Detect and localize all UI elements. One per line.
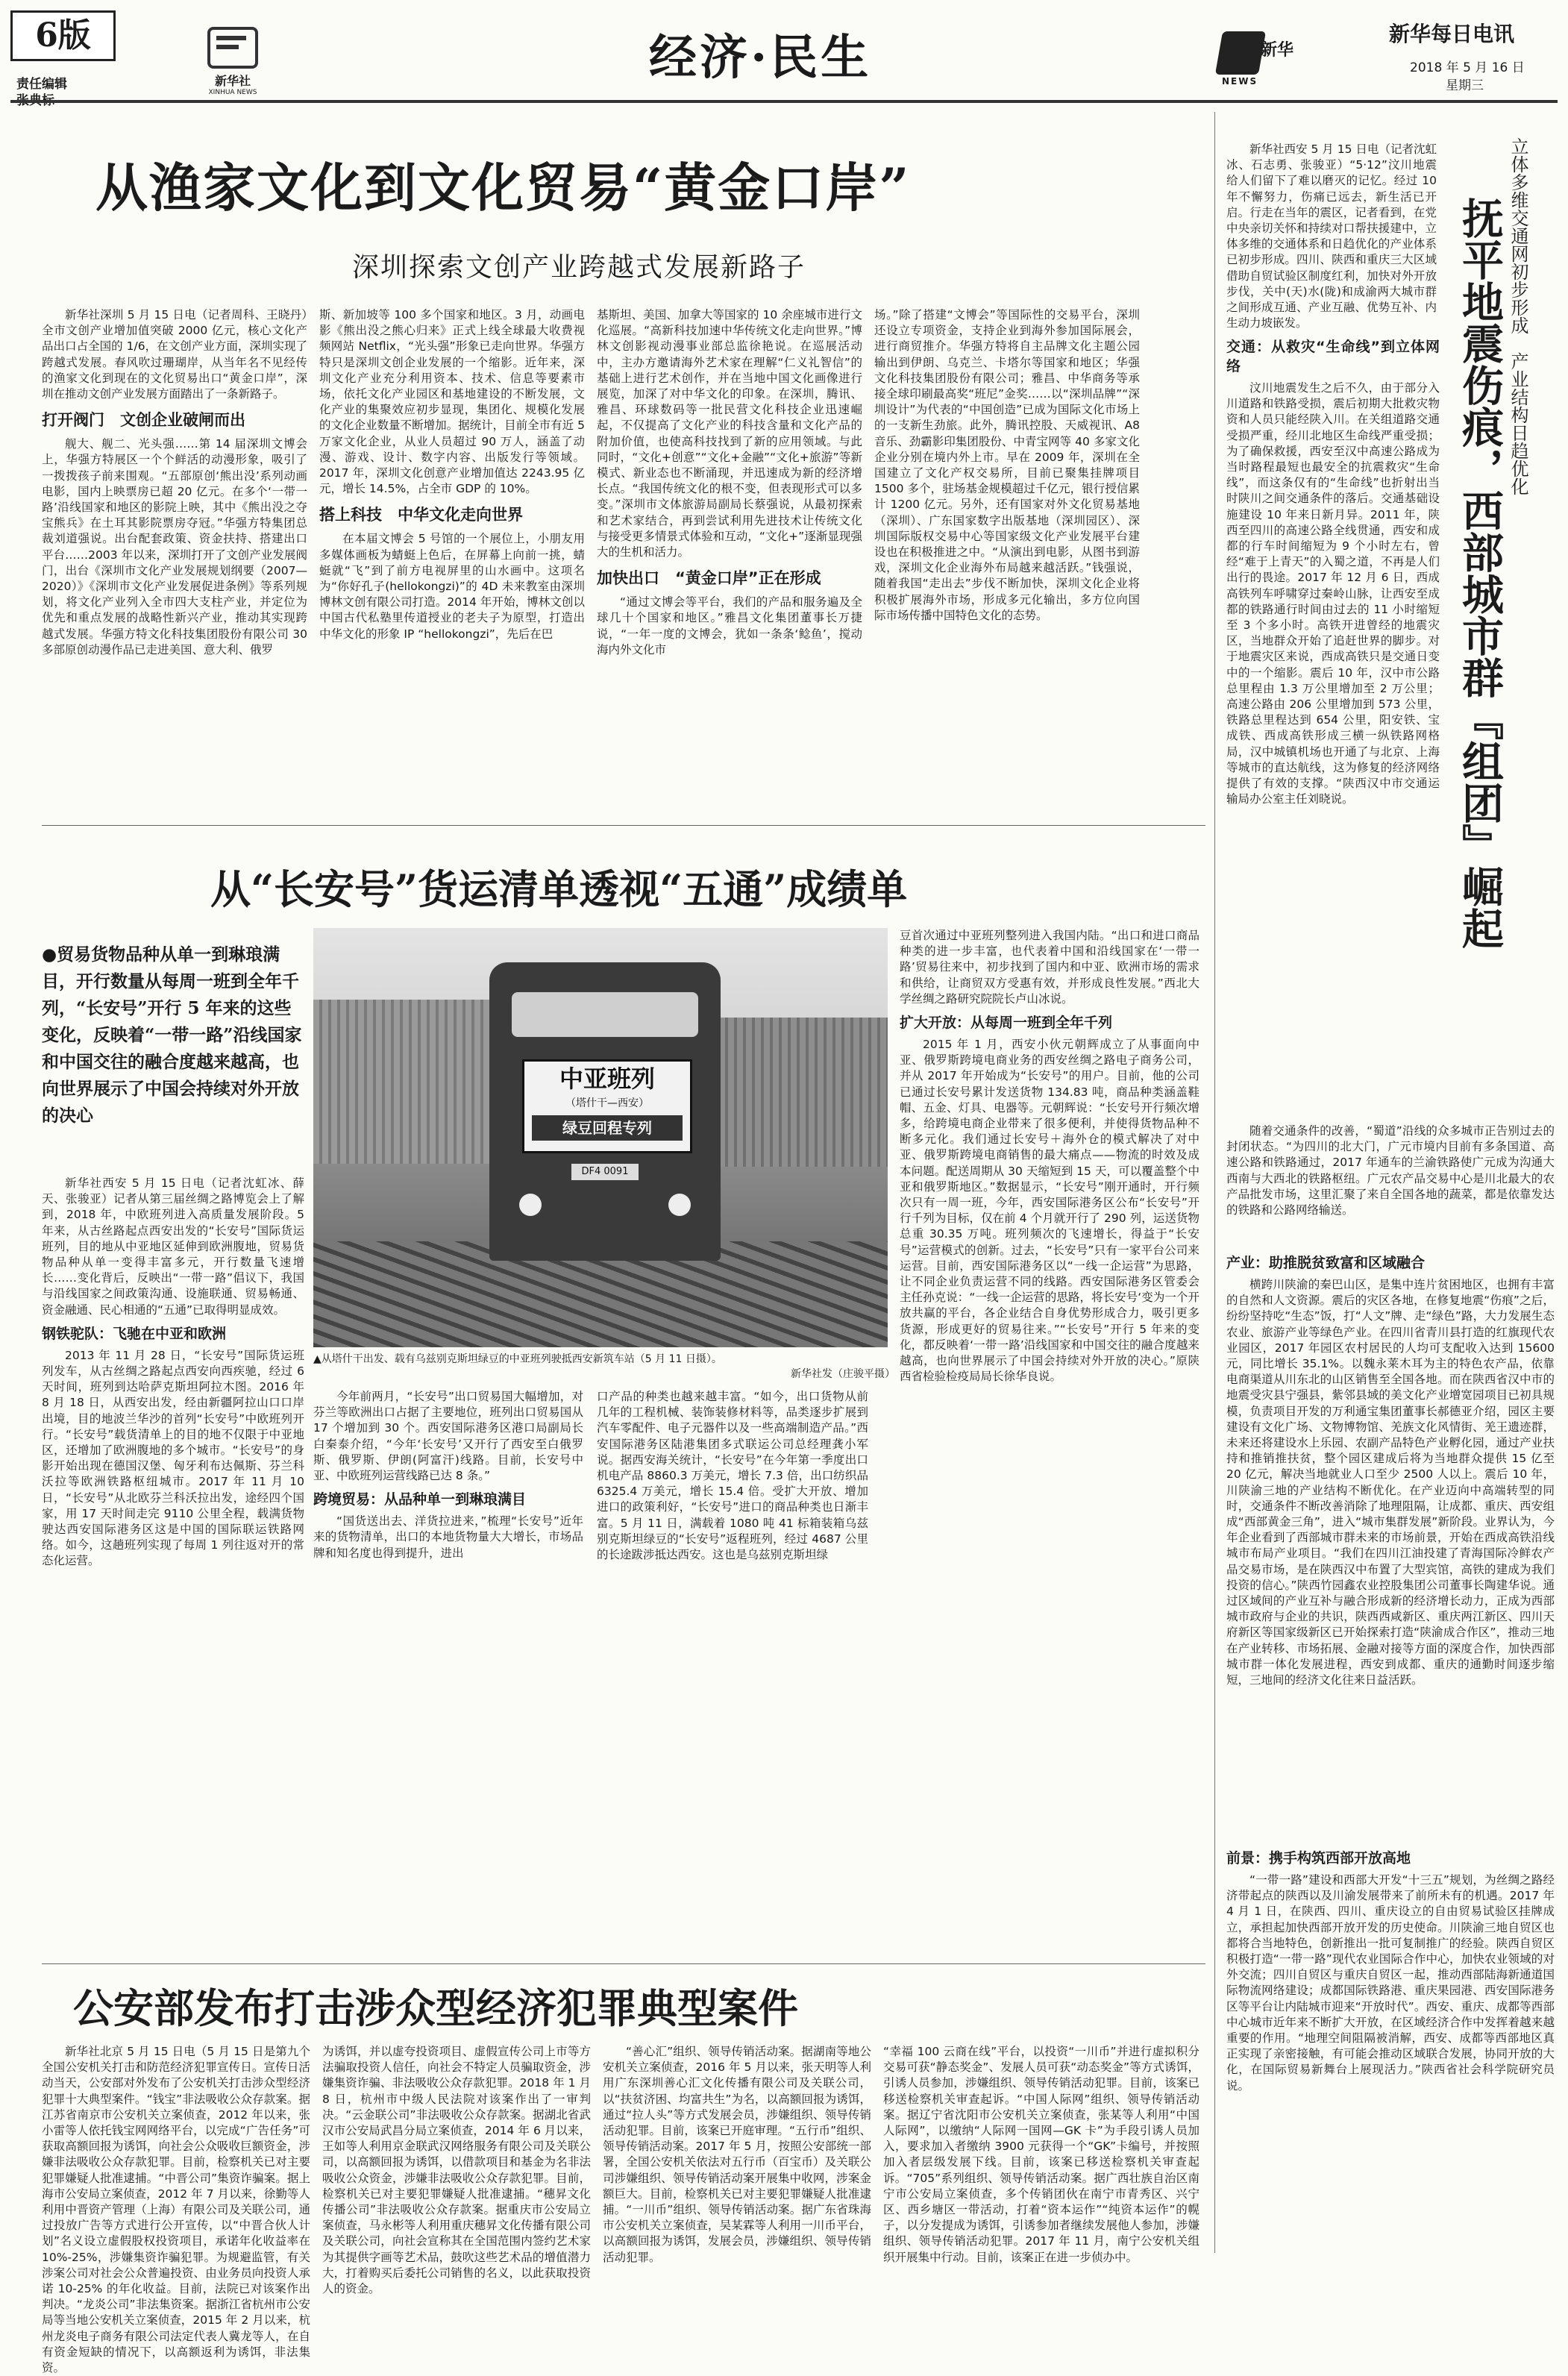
story3-col-3 [603,2044,871,2264]
story2-subhead-2: 跨境贸易：从品种单一到琳琅满目 [313,1491,527,1508]
locomotive-plate: DF4 0091 [571,1164,639,1180]
story2-col4-para-b: 2015 年 1 月，西安小伙元朝辉成立了从事面向中亚、俄罗斯跨境电商业务的西安丝绸之路电子商务公司，并从 2017 年开始成为“长安号”的用户。目前，他的公司已通过长安号累计发送货物 134.83 吨，商品种类涵盖鞋帽、五金、灯具、电器等。元朝辉说：“长安号开行频次增多，给跨境电商企业带来了很多便利，并使得货物品种不断多元化。我们通过长安号＋海外仓的模式解决了对中亚、俄罗斯跨境电商销售的最大痛点——物流的时效及成本问题。配送周期从 30 天缩短到 15 天，可以覆盖整个中亚和俄罗斯地区。”数据显示，“长安号”刚开通时，开行频次只有一周一班，今年，西安国际港务区公布“长安号”开行千列为目标，仅在前 4 个月就开行了 290 列，运送货物总重 30.35 万吨。班列频次的飞速增长，得益于“长安号”运营模式的创新。过去，“长安号”只有一家平台公司来运营。目前，西安国际港务区以“一线一企运营”为思路，让不同企业负责运营不同的线路。西安国际港务区管委会主任孙克说：“一线一企运营的思路，将长安号‘变为一个开放共赢的平台，各企业结合自身优势形成合力，吸引更多货源，形成更好的贸易往来。”“长安号”开行 5 年来的变化，都反映着‘一带一路’沿线国家和中国交往的融合度越来越高，也向世界展示了中国会持续对外开放的决心。”原陕西省检验检疫局局长徐华良说。 [900,1038,1199,1384]
story2-col1-para-b: 2013 年 11 月 28 日，“长安号”国际货运班列发车，从古丝绸之路起点西安向西疾驰，经过 6 天时间，班列到达哈萨克斯坦阿拉木图。2016 年 8 月 18 日，从西安出发，经由新疆阿拉山口口岸出境，目的地波兰华沙的首列“长安号”中欧班列开行。“长安号”载货清单上的目的地不仅限于中亚地区，还增加了欧洲腹地的多个城市。“长安号”的身影开始出现在德国汉堡、匈牙利布达佩斯、芬兰科沃拉等欧洲铁路枢纽城市。2017 年 11 月 10 日，“长安号”从北欧芬兰科沃拉出发，途经四个国家，用 17 天时间走完 9110 公里全程，载满货物驶达西安国际港务区这是中国的国际联运铁路网络。如今，这趟班列实现了每周 1 列往返对开的常态化运营。 [42,1348,304,1568]
masthead-rule [10,100,1558,103]
story2-col1-para-a: 新华社西安 5 月 15 日电（记者沈虹冰、薛天、张骏亚）记者从第三届丝绸之路博览会上了解到，2018 年，中欧班列进入高质量发展阶段。5 年来，从古丝路起点西安出发的“长安号”国际货运班列，目的地从中亚地区延伸到欧洲腹地，贸易货物品种从单一变得丰富多元，开行数量飞速增长……变化背后，反映出“一带一路”倡议下，我国与沿线国家之间政策沟通、设施联通、贸易畅通、资金融通、民心相通的“五通”已取得明显成效。 [42,1176,304,1317]
caption-text: ▲从塔什干出发、载有乌兹别克斯坦绿豆的中亚班列驶抵西安新筑车站（5 月 11 日摄）。 [313,1353,722,1365]
locomotive-headlight [519,1194,542,1216]
sidebar-divider [1214,112,1215,2253]
story3-col-1 [42,2044,310,2375]
story2-col-1 [42,1176,304,1956]
sidebar-col-d [1226,1843,1555,2260]
story3-headline: 公安部发布打击涉众型经济犯罪典型案件 [73,1984,798,2032]
issue-weekday: 星期三 [1446,78,1484,93]
story1-col1-para-a: 新华社深圳 5 月 15 日电（记者周科、王晓丹）全市文创产业增加值突破 2000 亿元，核心文化产品出口占全国的 1/6，在文创产业方面，深圳实现了跨越式发展。春风吹过珊瑚岸，从当年名不见经传的渔家文化到现在的文化贸易出口“黄金口岸”，深圳在推动文创产业发展方面踏出了一条新路子。 [42,308,307,401]
story1-col4-para-a: 场。”除了搭建“文博会”等国际性的交易平台，深圳还设立专项资金，支持企业到海外参加国际展会，进行商贸推介。华强方特将自主品牌文化主题公园输出到伊朗、乌克兰、卡塔尔等国家和地区；华强文化科技集团股份有限公司；雅昌、中华商务等承接全球印刷最高奖“班尼”金奖……以“深圳品牌”“深圳设计”为代表的“中国创造”已成为国际文化市场上的一支新生劲旅。此外，腾讯控股、天威视讯、A8 音乐、劲霸影印集团股份、中青宝网等 40 多家文化企业分别在境内外上市。早在 2009 年，深圳在全国建立了文化产权交易所，目前已聚集挂牌项目 1500 多个，驻场基金规模超过千亿元，银行授信累计 1200 亿元。另外，还有国家对外文化贸易基地（深圳）、广东国家数字出版基地（深圳园区）、深圳国际版权交易中心等国家级文化产业发展平台建设也在积极推进之中。“从演出到电影，从图书到游戏，深圳文化企业海外布局越来越活跃。”钱强说，随着我国“走出去”步伐不断加快，深圳文化企业将积极扩展海外市场，形成多元化输出，多方位向国际市场传播中国特色文化的态势。 [874,308,1140,622]
story2-col4-para-a: 豆首次通过中亚班列整列进入我国内陆。“出口和进口商品种类的进一步丰富，也代表着中国和沿线国家在‘一带一路’贸易往来中，初步找到了国内和中亚、欧洲市场的需求和供给，让商贸双方受惠有效，并形成良性发展。”西北大学丝绸之路研究院院长卢山冰说。 [900,929,1199,1006]
container-stack-right [701,1018,888,1167]
story1-col3-para-a: 基斯坦、美国、加拿大等国家的 10 余座城市进行文化巡展。“高新科技加速中华传统文化走向世界。”博林文创影视动漫事业部总监徐艳说。在巡展活动中，主办方邀请海外艺术家在理解“仁义礼智信”的基础上进行艺术创作，并在当地中国文化画像进行展览，加深了对中华文化的印象。在深圳，腾讯、雅昌、环球数码等一批民营文化科技企业迅速崛起，不仅提高了文化产业的科技含量和文化产品的附加价值，也使高科技找到了新的应用领域。与此同时，“文化+创意”“文化+金融”“文化+旅游”等新模式、新业态也不断涌现，并迅速成为新的经济增长点。“我国传统文化的根不变，但表现形式可以多变。”深圳市文体旅游局副局长蔡强说，从最初探索和艺术家结合，再到尝试利用先进技术让传统文化与接受更多情景式体验和互动，“文化+”逐渐显现强大的生机和活力。 [597,308,862,559]
story3-col4-text: “幸福 100 云商在线”平台，以投资“一川币”并进行虚拟积分交易可获“静态奖金”、发展人员可获“动态奖金”等方式诱饵，引诱人员参加，涉嫌组织、领导传销活动犯罪。目前，该案已移送检察机关审查起诉。“中国人际网”组织、领导传销活动案。据辽宁省沈阳市公安机关立案侦查，张某等人利用“中国人际网”，以缴纳“人际网一国网—GK 卡”为手段引诱人员加入，要求加入者缴纳 3900 元获得一个“GK”卡编号，并按照加入者层级发展下线。目前，该案已移送检察机关审查起诉。“705”系列组织、领导传销活动案。据广西壮族自治区南宁市公安局立案侦查，多个传销团伙在南宁市青秀区、兴宁区、西乡塘区一带活动，打着“资本运作”“纯资本运作”的幌子，以分发提成为诱饵，引诱参加者继续发展他人参加，涉嫌组织、领导传销活动犯罪。2017 年 11 月，南宁公安机关组织开展集中行动。目前，该案正在进一步侦办中。 [883,2045,1199,2264]
sign-title: 中亚班列 [559,1065,655,1093]
story2-photo [313,928,888,1347]
paper-name: 新华每日电讯 [1389,22,1515,46]
sidebar-intro-text: 新华社西安 5 月 15 日电（记者沈虹冰、石志勇、张骏亚）“5·12”汶川地震给人们留下了难以磨灭的记忆。经过 10 年不懈努力，伤痛已远去，新生活已开启。行走在当年的震区，记者看到，在党中央亲切关怀和持续对口帮扶援建中，立体多维的交通体系和日趋优化的产业体系已初步形成。四川、陕西和重庆三大区域借助自贸试验区制度红利，加快对外开放步伐，关中(天)水(陇)和成渝两大城市群之间形成互通、产业互融、优势互补、内生动力坡嵌发。 [1226,142,1437,330]
story2-col-4 [900,928,1199,1956]
story1-headline: 从渔家文化到文化贸易“黄金口岸” [95,157,911,219]
story1-subhead-1: 打开阀门 文创企业破闸而出 [42,411,245,430]
brand-logo [1219,27,1308,87]
agency-logo-en: XINHUA NEWS [208,89,257,96]
story2-col2-para-b: “国货送出去、洋货拉进来，”梳理“长安号”近年来的货物清单，出口的本地货物量大大增长，市场品牌和知名度也得到提升，进出 [313,1514,583,1560]
editor-name: 张典标 [16,93,54,108]
caption-credit: 新华社发（庄骏平摄） [791,1368,895,1380]
sidebar-subhead-3: 前景：携手构筑西部开放高地 [1226,1850,1411,1866]
sidebar-headline: 抚平地震伤痕，西部城市群『组团』崛起 [1455,197,1505,949]
locomotive-windshield [512,992,698,1037]
story2-subhead-1: 钢铁驼队：飞驰在中亚和欧洲 [42,1325,227,1342]
sidebar-col-a-text: 汶川地震发生之后不久，由于部分入川道路和铁路受损，震后初期大批救灾物资和人员只能经陕入川。在关组道路交通受损严重，经川北地区生命线严重受损；为了确保救援，西安至汉中高速公路成为当时路程最短也最安全的抗震救灾“生命线”，而这条仅有的“生命线”也折射出当时陕川之间交通条件的落后。交通基础设施建设 10 年来日新月异。2011 年，陕西至四川的高速公路全线贯通，西安和成都的行车时间缩短为 9 个小时左右，曾经“难于上青天”的入蜀之道，不再是人们出行的畏途。2017 年 12 月 6 日，西成高铁列车呼啸穿过秦岭山脉，让西安至成都的铁路通行时间由过去的 11 小时缩短至 3 个多小时。高铁开进曾经的地震灾区，当地群众开始了追赶世界的脚步。对于地震灾区来说，西成高铁只是交通日变中的一个缩影。震后 10 年，汉中市公路总里程由 1.3 万公里增加至 2 万公里；高速公路由 206 公里增加到 573 公里，铁路总里程达到 654 公里，阳安铁、宝成铁、西成高铁形成三横一纵铁路网格局，汉中城镇机场也开通了与北京、上海等城市的直达航线，这为修复的经济网络提供了有效的支撑。“陕西汉中市交通运输局办公室主任刘晓说。 [1226,381,1440,806]
page-number-box [10,10,116,61]
story1-bottom-rule [42,825,1205,826]
brand-logo-letters: NEWS [1222,76,1258,87]
story3-col2-text: 为诱饵，并以虚夸投资项目、虚假宣传公司上市等方法骗取投资人信任，向社会不特定人员骗取资金，涉嫌集资诈骗、非法吸收公众存款犯罪。2018 年 1 月 8 日，杭州市中级人民法院对该案作出了一审判决。“云金联公司”非法吸收公众存款案。据湖北省武汉市公安局武昌分局立案侦查，2014 年 6 月以来，王如等人利用京金联武汉网络服务有限公司及关联公司，以高额回报为诱饵，以借款项目和基金为名非法吸收公众资金，涉嫌非法吸收公众存款犯罪。目前，检察机关已对主要犯罪嫌疑人批准逮捕。“穗昇文化传播公司”非法吸收公众存款案。据重庆市公安局立案侦查，马永彬等人利用重庆穗昇文化传播有限公司及关联公司，向社会宣称其在全国范围内签约艺术家为其提供字画等艺术品，鼓吹这些艺术品的增值潜力大，打着购买后委托公司销售的名义，以此获取投资人的资金。 [322,2045,591,2296]
brand-logo-icon [1215,31,1266,75]
sidebar-col-b [1226,1123,1555,1243]
story2-col-2 [313,1389,583,1956]
sidebar-col-c-text: 横跨川陕渝的秦巴山区，是集中连片贫困地区，也拥有丰富的自然和人文资源。震后的灾区各地，在修复地震“伤痕”之后，纷纷坚持吃“生态”饭，打“人文”牌、走“绿色”路，大力发展生态农业、旅游产业等绿色产业。在四川省青川县打造的红旗现代农业园区，2017 年园区农村居民的人均可支配收入达到 15600 元，同比增长 35.1%。以魏永莱木耳为主的特色农产品，依靠电商渠道从川东北的山区销售至全国各地。而在陕西省汉中市的地震受灾县宁强县，紫邻县域的美文化产业增宽园项目已初具规模，负责项目开发的万利通宝集团董事长郝德亚介绍，园区主要建设有文化广场、文物博物馆、羌族文化风情街、羌王遗迹群，未来还将建设水上乐园、农副产品特色产业孵化园，通过产业扶持和推销推扶贫，整个园区建成后将为当地群众提供 15 亿至 20 亿元，解决当地就业人口至少 2500 人以上。震后 10 年，川陕渝三地的产业结构不断优化。在产业迈向中高端转型的同时，交通条件不断改善消除了地理阻隔，让成都、重庆、西安组成“西部黄金三角”，进入“城市集群发展”新阶段。业界认为，今年企业看到了西部城市群未来的市场前景，开始在西成高铁沿线城市布局产业项目。“我们在四川江油投建了青海国际冷鲜农产品交易市场，是在陕西汉中布置了大型宾馆，高铁的建成为我们投资的信心。”陕西竹园鑫农业控股集团公司董事长陶建华说。通过区域间的产业互补与融合形成新的经济增长动力，正成为西部城市政府与企业的共识，陕西西咸新区、重庆两江新区、四川天府新区等国家级新区已开始探索打造“陕渝成合作区”，推动三地在产业转移、市场拓展、金融对接等方面的深度合作，加快西部城市群一体化发展进程，西安到成都、重庆的通勤时间逐步缩短，三地间的经济文化往来日益活跃。 [1226,1278,1555,1687]
story2-headline: 从“长安号”货运清单透视“五通”成绩单 [210,865,908,913]
page-number: 6版 [35,16,91,54]
editor-label: 责任编辑 [16,77,67,92]
story1-col1-para-b: 舰大、舰二、光头强……第 14 届深圳文博会上，华强方特展区一个个鲜活的动漫形象，吸引了一拨拨孩子前来围观。“五部原创‘熊出没’系列动画电影，国内上映票房已超 20 亿元。在多个‘一带一路’沿线国家和地区的影院上映，其中《熊出没之夺宝熊兵》在土耳其影院票房夺冠。”华强方特集团总裁刘道强说。出台配套政策、资金扶持、搭建出口平台……2003 年以来，深圳打开了文创产业发展阀门，出台《深圳市文化产业发展规划纲要（2007—2020）》《深圳市文化产业发展促进条例》等系列规划，将文化产业列入全市四大支柱产业，并定位为优先和重点发展的战略性新兴产业，推动其实现跨越式发展。华强方特文化科技集团股份有限公司 30 多部原创动漫作品已走进美国、意大利、俄罗 [42,437,307,656]
sidebar-subhead-2: 产业：助推脱贫致富和区域融合 [1226,1255,1426,1271]
sign-subtitle: 绿豆回程专列 [532,1115,683,1141]
story2-photo-caption [313,1352,895,1382]
story3-col-2 [322,2044,591,2296]
sidebar-col-c [1226,1247,1555,1837]
agency-logo-cn: 新华社 [214,74,251,88]
section-title: 经济·民生 [649,30,872,86]
story1-col-3 [597,307,862,809]
sidebar-subhead-1: 交通：从救灾“生命线”到立体网络 [1226,339,1440,374]
story3-col-4 [883,2044,1199,2264]
story2-bottom-rule [42,1963,1205,1964]
story1-col-2 [319,307,585,809]
locomotive-sign [522,1059,692,1153]
story3-col3-text: “善心汇”组织、领导传销活动案。据湖南等地公安机关立案侦查，2016 年 5 月以来，张天明等人利用广东深圳善心汇文化传播有限公司及关联公司，以“扶贫济困、均富共生”为名，以高额回报为诱饵，通过“拉人头”等方式发展会员，涉嫌组织、领导传销活动犯罪。目前，该案已开庭审理。“五行币”组织、领导传销活动案。2017 年 5 月，按照公安部统一部署，全国公安机关依法对五行币（百宝币）及关联公司涉嫌组织、领导传销活动案开展集中收网，涉案金额巨大。目前，检察机关已对主要犯罪嫌疑人批准逮捕。“一川币”组织、领导传销活动案。据广东省珠海市公安机关立案侦查，吴某霖等人利用一川币平台，以高额回报为诱饵，发展会员，涉嫌组织、领导传销活动犯罪。 [603,2045,871,2264]
agency-logo-icon [207,27,258,69]
sidebar-col-b-text: 随着交通条件的改善，“蜀道”沿线的众多城市正告别过去的封闭状态。“为四川的北大门，广元市境内目前有多条国道、高速公路和铁路通过，2017 年通车的兰渝铁路使广元成为沟通大西南与大西北的铁路枢纽。广元农产品交易中心是川北最大的农产品批发市场，这里汇聚了来自全国各地的蔬菜，都是依靠发达的铁路和公路网络输送。 [1226,1124,1555,1217]
sidebar-col-d-text: “一带一路”建设和西部大开发“十三五”规划，为丝绸之路经济带起点的陕西以及川渝发展带来了前所未有的机遇。2017 年 4 月 1 日，在陕西、四川、重庆设立的自由贸易试验区挂牌成立，承担起加快西部开放开发的历史使命。川陕渝三地自贸区也都将合当地特色，创新推出一批可复制推广的经验。陕西自贸区积极打造“一带一路”现代农业国际合作中心，加快农业领域的对外交流；四川自贸区与重庆自贸区一起，推动西部陆海新通道国际物流网络建设；成都国际铁路港、重庆果园港、西安国际港务区等平台让内陆城市迎来“开放时代”。西安、重庆、成都等西部中心城市近年来不断扩大开放，在区域经济合作中发挥着越来越重要的作用。“地理空间阻隔被消解，西安、成都等西部地区真正实现了亲密接触，有可能会推动区域联合发展，协同开放的大化，在国际贸易新舞台上展现活力。”陕西省社会科学院研究员说。 [1226,1873,1555,2093]
locomotive-headlight-2 [668,1194,691,1216]
story2-subhead-3: 扩大开放：从每周一班到全年千列 [900,1015,1113,1032]
locomotive [489,962,721,1261]
story1-col2-para-b: 在本届文博会 5 号馆的一个展位上，小朋友用多媒体画板为蜻蜓上色后，在屏幕上向前一挑，蜻蜓就“飞”到了前方电视屏里的山水画中。这项名为“你好孔子(hellokongzi)”的 4D 未来教室由深圳博林文创有限公司打造。2014 年开始，博林文创以中国古代私塾里传道授业的老夫子为原型，打造出中华文化的形象 IP “hellokongzi”，先后在巴 [319,532,585,641]
story2-col-3 [597,1389,868,1956]
story1-col-4 [874,307,1140,809]
sign-route: （塔什干—西安） [565,1097,649,1109]
issue-date: 2018 年 5 月 16 日 [1410,60,1525,75]
agency-logo [203,27,263,94]
story1-col3-para-b: “通过文博会等平台，我们的产品和服务遍及全球几十个国家和地区。”雅昌文化集团董事长万捷说，“一年一度的文博会，犹如一条条‘鲶鱼’，搅动海内外文化市 [597,595,862,656]
brand-logo-cn: 新华 [1261,41,1294,60]
story2-lede: ●贸易货物品种从单一到琳琅满目，开行数量从每周一班到全年千列，“长安号”开行 5 年来的这些变化，反映着“一带一路”沿线国家和中国交往的融合度越来越高，也向世界展示了中国会持续对外开放的决心 [42,944,302,1126]
story2-col2-para: 今年前两月，“长安号”出口贸易国大幅增加，对芬兰等欧洲出口占据了主要地位，班列出口贸易国从 17 个增加到 30 个。西安国际港务区港口局副局长白秦泰介绍，“今年‘长安号’又开行了西安至白俄罗斯、俄罗斯、伊朗(阿富汗)线路。目前，长安号中亚、中欧班列运营线路已达 8 条。” [313,1390,583,1483]
sidebar-col-a [1226,331,1440,1119]
sidebar-intro [1226,142,1437,330]
story1-col-1 [42,307,307,809]
sidebar-kicker: 立体多维交通网初步形成 产业结构日趋优化 [1508,137,1528,495]
story1-subhead: 深圳探索文创产业跨越式发展新路子 [352,252,806,283]
story1-col2-para-a: 斯、新加坡等 100 多个国家和地区。3 月，动画电影《熊出没之熊心归来》正式上线全球最大收费视频网站 Netflix，“光头强”形象已走向世界。华强方特只是深圳文创企业发展的一个缩影。近年来，深圳文化产业充分利用资本、技术、信息等要素市场，依托文化产业园区和基地建设的不断发展，文化产业的集聚效应初步显现，集团化、规模化发展的文化企业数量不断增加。据统计，目前全市有近 5 万家文化企业，从业人员超过 90 万人，涵盖了动漫、游戏、设计、数字内容、出版发行等领域。2017 年，深圳文化创意产业增加值达 2243.95 亿元，增长 14.5%，占全市 GDP 的 10%。 [319,308,585,496]
story2-col3-para: 口产品的种类也越来越丰富。“如今，出口货物从前几年的工程机械、装饰装修材料等，品类逐步扩展到汽车零配件、电子元器件以及一些高端制造产品。”西安国际港务区陆港集团多式联运公司总经理龚小军说。据西安海关统计，“长安号”在今年第一季度出口机电产品 8860.3 万美元，增长 7.3 倍，出口纺织品 6325.4 万美元，增长 15.4 倍。受扩大开放、增加进口的政策利好，“长安号”进口的商品种类也日渐丰富。5 月 11 日，满载着 1080 吨 41 标箱装箱乌兹别克斯坦绿豆的“长安号”返程班列，经过 4687 公里的长途跋涉抵达西安。这也是乌兹别克斯坦绿 [597,1390,868,1562]
story1-subhead-2: 搭上科技 中华文化走向世界 [319,506,523,524]
story1-subhead-3: 加快出口 “黄金口岸”正在形成 [597,569,821,588]
story3-col1-text: 新华社北京 5 月 15 日电（5 月 15 日是第九个全国公安机关打击和防范经济犯罪宣传日。宣传日活动当天，公安部对外发布了公安机关打击涉众型经济犯罪十大典型案件。“钱宝”非法吸收公众存款案。据江苏省南京市公安机关立案侦查，2012 年以来，张小雷等人依托钱宝网网络平台，以完成“广告任务”可获取高额回报为诱饵，向社会公众吸收巨额资金，涉嫌非法吸收公众存款犯罪。目前，检察机关已对主要犯罪嫌疑人批准逮捕。“中晋公司”集资诈骗案。据上海市公安局立案侦查，2012 年 7 月以来，徐勤等人利用中晋资产管理（上海）有限公司及关联公司，通过投放广告等方式进行公开宣传，以“中晋合伙人计划”名义设立虚假股权投资项目，承诺年化收益率在 10%-25%，涉嫌集资诈骗犯罪。为规避监管，有关涉案公司对社会公众普遍投资、由业务员向投资人承诺 10-25% 的年化收益。目前，法院已对该案作出判决。“龙炎公司”非法集资案。据浙江省杭州市公安局等当地公安机关立案侦查，2015 年 2 月以来，杭州龙炎电子商务有限公司法定代表人冀龙等人，在自有资金短缺的情况下，以高额返利为诱饵，非法集资。 [42,2045,310,2375]
